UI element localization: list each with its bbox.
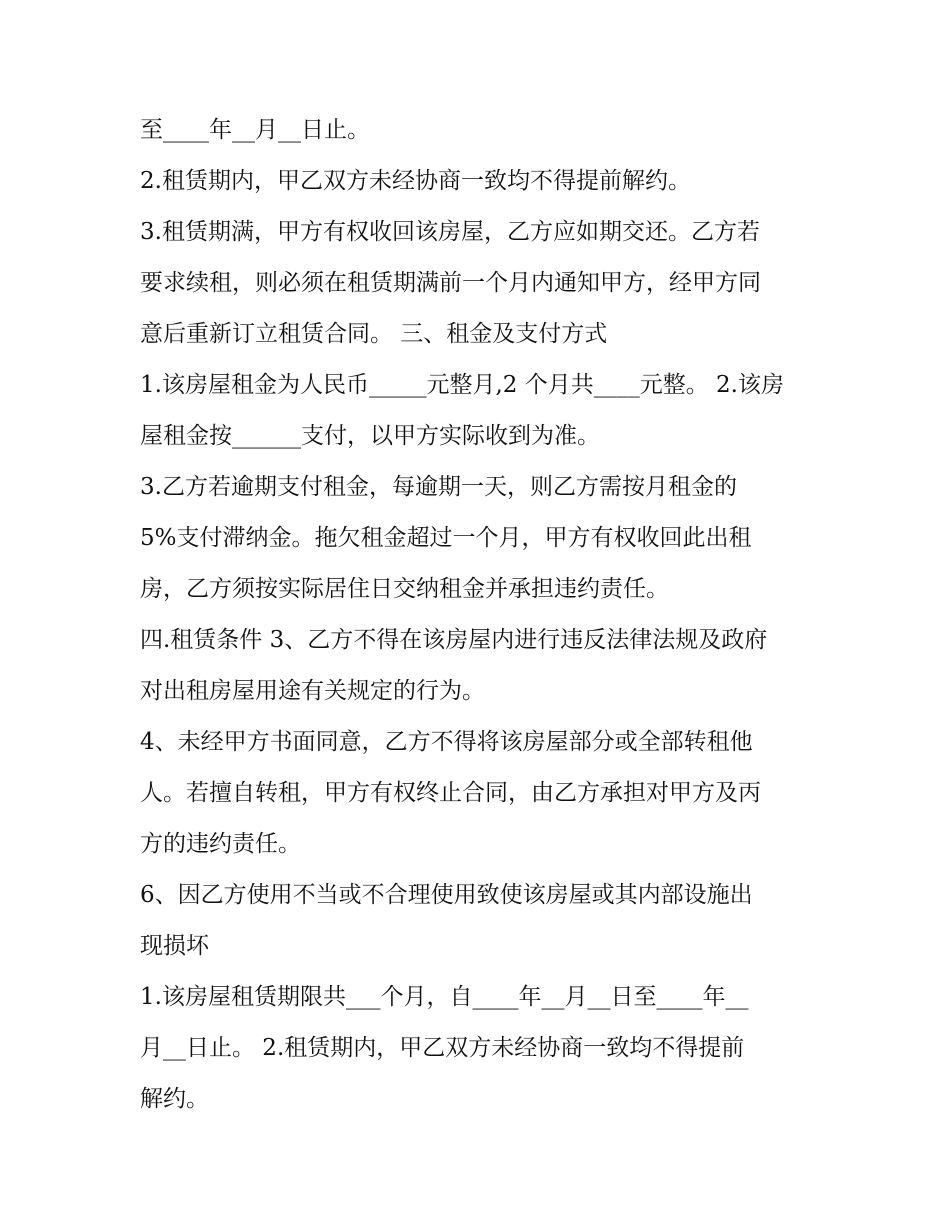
text-line: 2.租赁期内，甲乙双方未经协商一致均不得提前解约。 <box>140 168 691 194</box>
text-line: 房，乙方须按实际居住日交纳租金并承担违约责任。 <box>140 576 669 602</box>
text-line: 至____年__月__日止。 <box>140 117 370 143</box>
text-line: 人。若擅自转租，甲方有权终止合同，由乙方承担对甲方及丙 <box>140 780 761 806</box>
text-line: 屋租金按______支付，以甲方实际收到为准。 <box>140 423 600 449</box>
text-line: 方的违约责任。 <box>140 831 301 857</box>
text-line: 3.租赁期满，甲方有权收回该房屋，乙方应如期交还。乙方若 <box>140 219 760 245</box>
text-line: 解约。 <box>140 1086 209 1112</box>
text-line: 1.该房屋租赁期限共___个月，自____年__月__日至____年__ <box>140 984 749 1010</box>
text-line: 4、未经甲方书面同意，乙方不得将该房屋部分或全部转租他 <box>140 729 753 755</box>
text-line: 要求续租，则必须在租赁期满前一个月内通知甲方，经甲方同 <box>140 270 761 296</box>
text-line: 5%支付滞纳金。拖欠租金超过一个月，甲方有权收回此出租 <box>140 525 752 551</box>
document-page <box>140 105 820 1125</box>
text-line: 现损坏 <box>140 933 209 959</box>
text-line: 6、因乙方使用不当或不合理使用致使该房屋或其内部设施出 <box>140 882 753 908</box>
text-line: 意后重新订立租赁合同。 三、租金及支付方式 <box>140 321 608 347</box>
text-line: 3.乙方若逾期支付租金，每逾期一天，则乙方需按月租金的 <box>140 474 737 500</box>
text-line: 1.该房屋租金为人民币_____元整月,2 个月共____元整。 2.该房 <box>140 372 784 398</box>
text-line: 月__日止。 2.租赁期内，甲乙双方未经协商一致均不得提前 <box>140 1035 745 1061</box>
text-line: 对出租房屋用途有关规定的行为。 <box>140 678 485 704</box>
text-line: 四.租赁条件 3、乙方不得在该房屋内进行违反法律法规及政府 <box>140 627 768 653</box>
